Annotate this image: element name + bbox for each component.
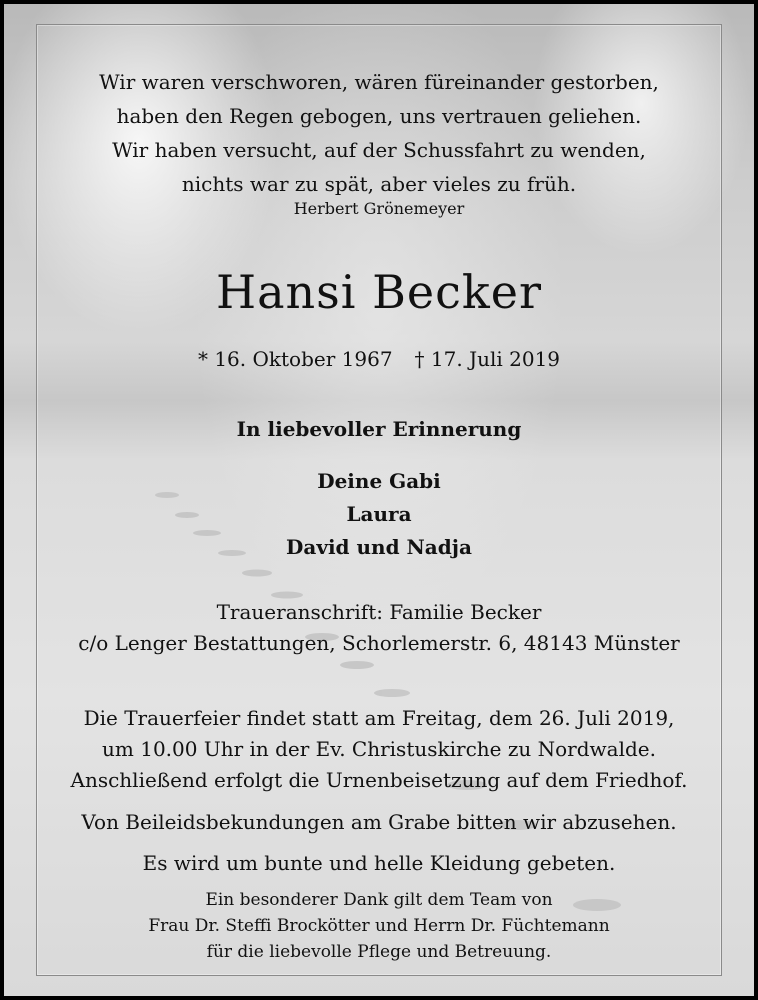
mourning-address bbox=[37, 597, 721, 659]
family-member: Deine Gabi bbox=[317, 469, 441, 493]
quote-line: haben den Regen gebogen, uns vertrauen geliehen. bbox=[116, 104, 642, 128]
inner-border bbox=[36, 24, 722, 976]
quote-line: Wir haben versucht, auf der Schussfahrt zu wenden, bbox=[112, 138, 646, 162]
thanks-line: Ein besonderer Dank gilt dem Team von bbox=[205, 890, 553, 910]
memory-heading: In liebevoller Erinnerung bbox=[236, 417, 522, 441]
ceremony-line: Anschließend erfolgt die Urnenbeisetzung auf dem Friedhof. bbox=[70, 768, 688, 792]
condolence-note: Von Beileidsbekundungen am Grabe bitten wir abzusehen. bbox=[81, 810, 677, 834]
birth-date: * 16. Oktober 1967 bbox=[197, 347, 393, 371]
clothing-note: Es wird um bunte und helle Kleidung gebeten. bbox=[142, 851, 616, 875]
quote-line: nichts war zu spät, aber vieles zu früh. bbox=[181, 172, 577, 196]
address-line: Traueranschrift: Familie Becker bbox=[216, 600, 542, 624]
thanks-line: Frau Dr. Steffi Brockötter und Herrn Dr. Füchtemann bbox=[148, 916, 610, 936]
quote-author: Herbert Grönemeyer bbox=[293, 199, 465, 218]
ceremony-line: um 10.00 Uhr in der Ev. Christuskirche zu Nordwalde. bbox=[102, 737, 656, 761]
family-member: Laura bbox=[346, 502, 412, 526]
thanks-line: für die liebevolle Pflege und Betreuung. bbox=[206, 942, 552, 962]
death-date: † 17. Juli 2019 bbox=[414, 347, 561, 371]
deceased-name: Hansi Becker bbox=[216, 265, 542, 319]
family-member: David und Nadja bbox=[286, 535, 472, 559]
ceremony-line: Die Trauerfeier findet statt am Freitag, dem 26. Juli 2019, bbox=[83, 706, 675, 730]
quote-block bbox=[37, 65, 721, 201]
ceremony-info bbox=[37, 703, 721, 796]
thanks-block bbox=[37, 887, 721, 965]
address-line: c/o Lenger Bestattungen, Schorlemerstr. 6, 48143 Münster bbox=[78, 631, 680, 655]
life-dates bbox=[37, 347, 721, 371]
quote-line: Wir waren verschworen, wären füreinander gestorben, bbox=[99, 70, 659, 94]
family-list bbox=[37, 465, 721, 564]
